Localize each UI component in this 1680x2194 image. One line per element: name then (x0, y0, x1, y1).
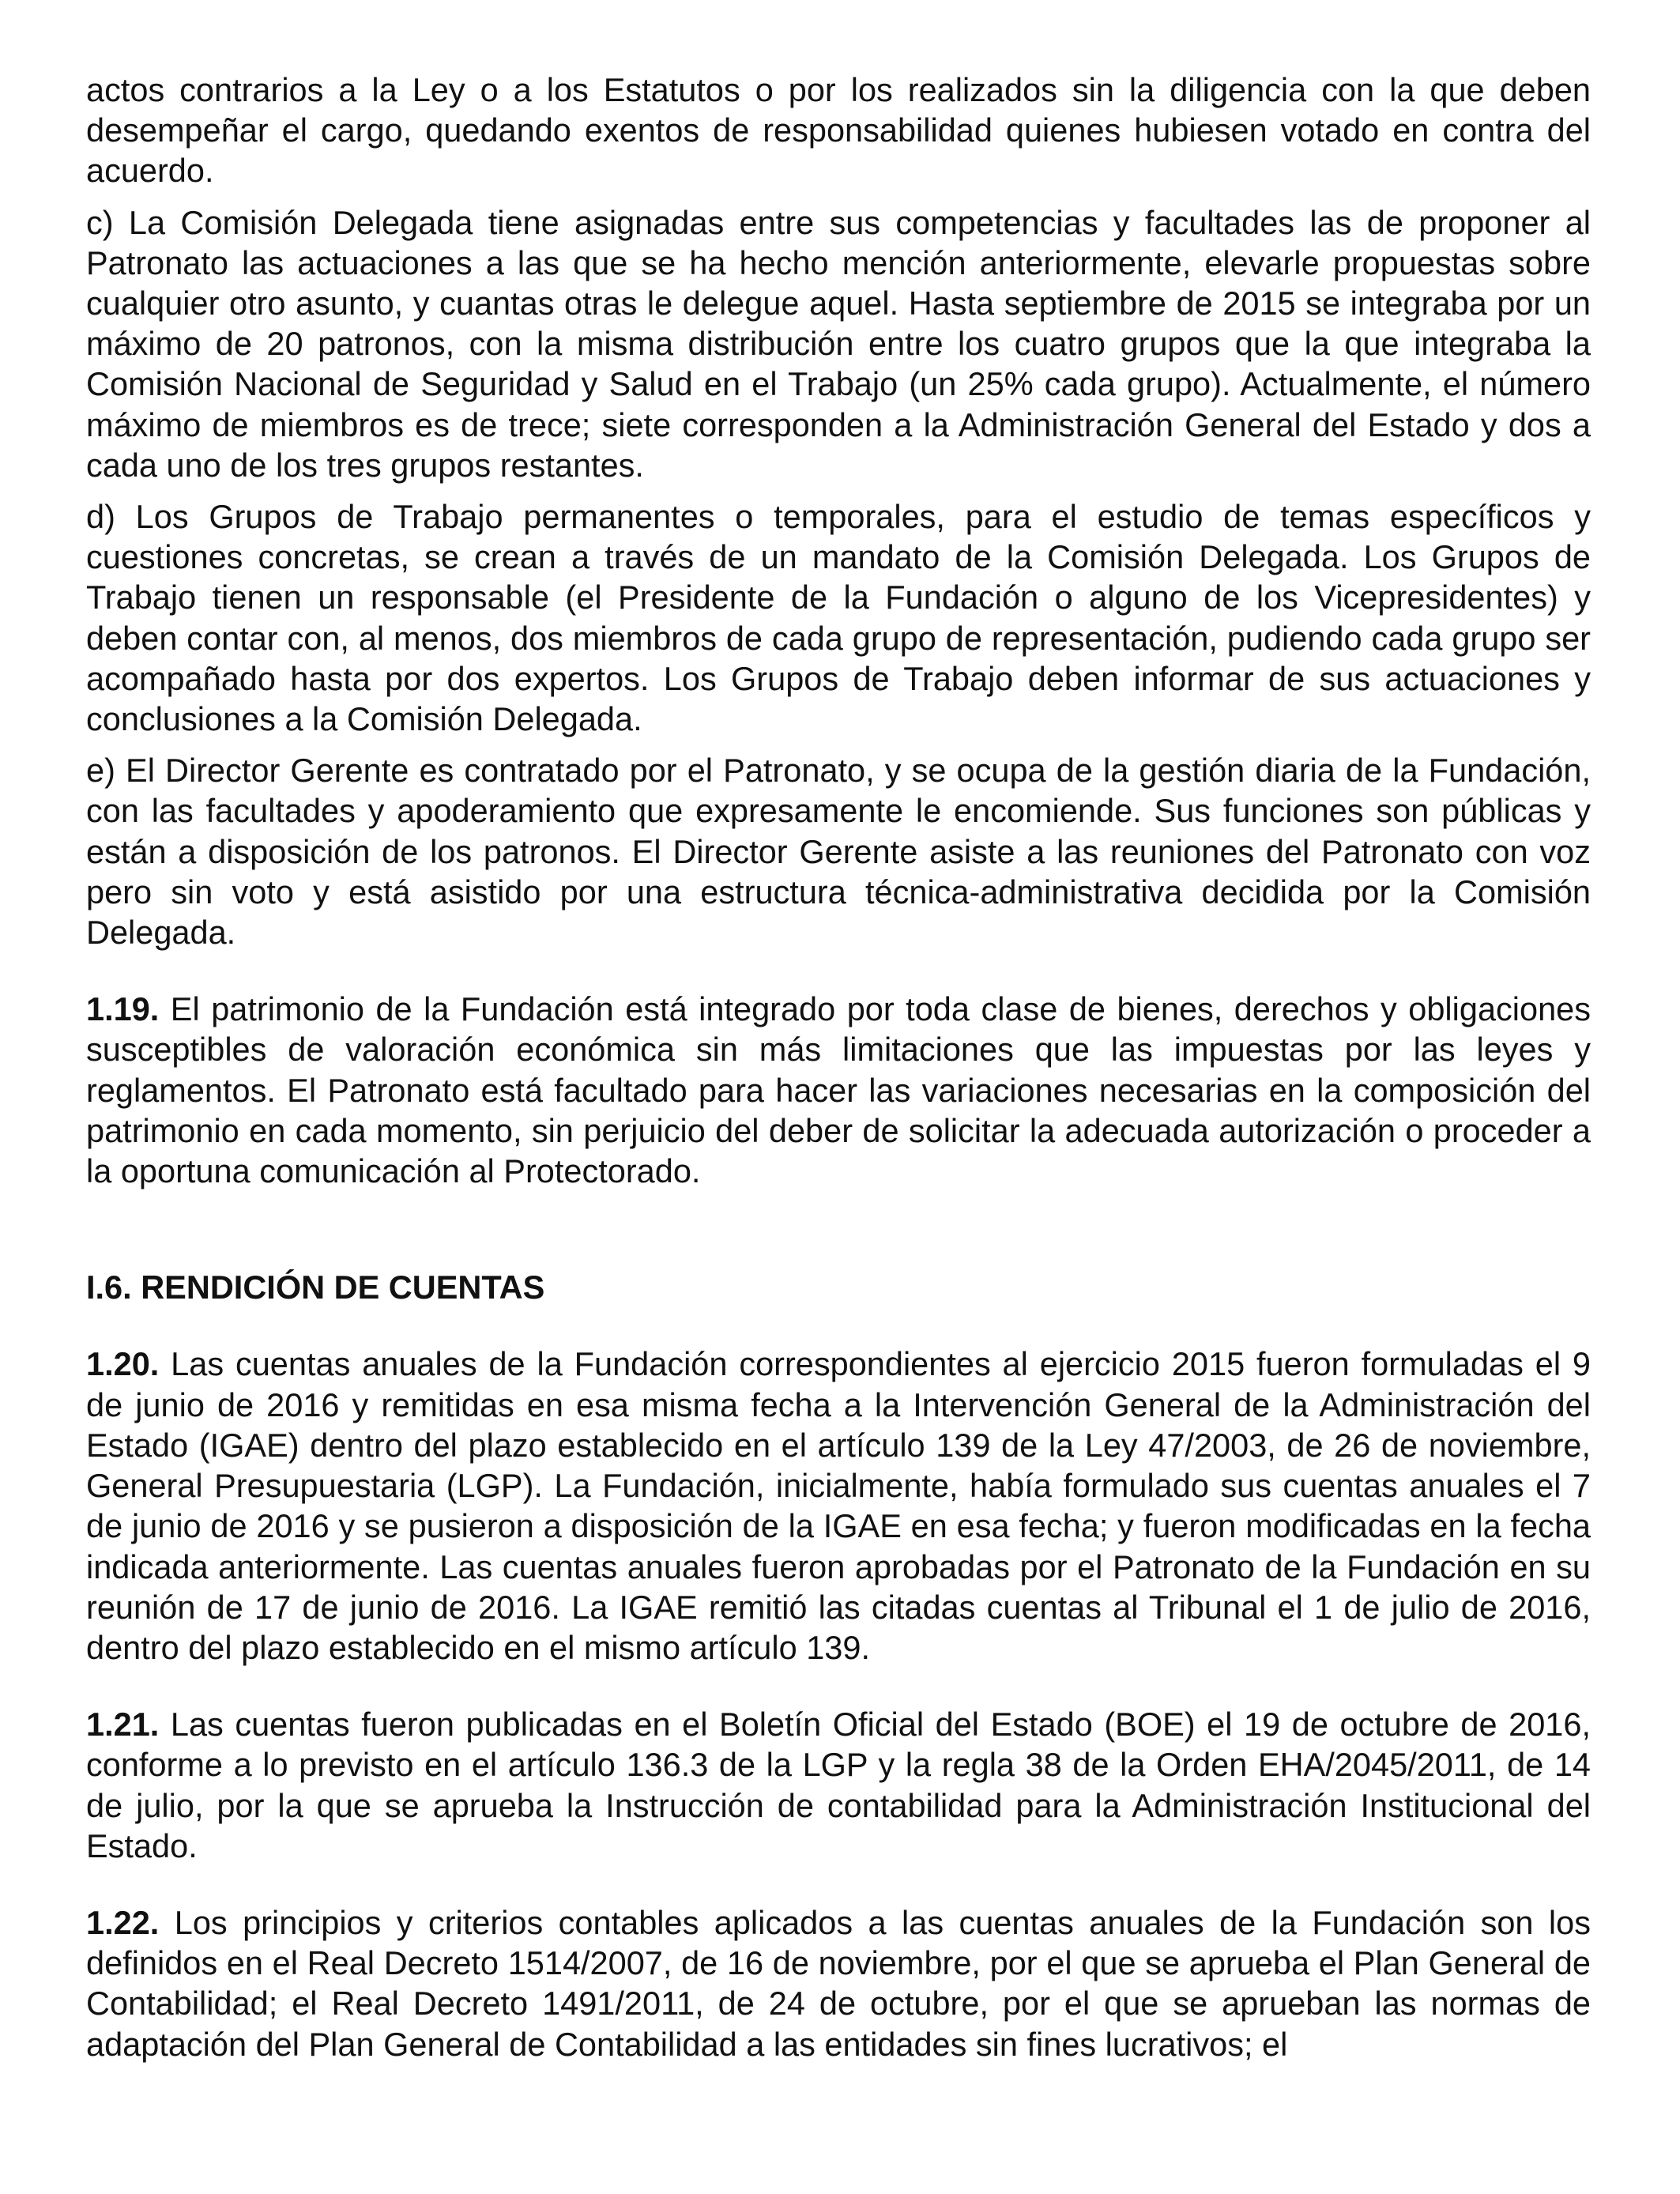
paragraph-number: 1.21. (86, 1706, 160, 1744)
paragraph-intro: actos contrarios a la Ley o a los Estatutos o por los realizados sin la diligencia con la que deben desempeñar el cargo, quedando exentos de responsabilidad quienes hubiesen votado en contra del acuerdo. (86, 71, 1591, 190)
paragraph-1-19 (86, 989, 1591, 1191)
document-page (86, 70, 1591, 2064)
paragraph-text: Los principios y criterios contables aplicados a las cuentas anuales de la Fundación son los definidos en el Real Decreto 1514/2007, de 16 de noviembre, por el que se aprueba el Plan General de Contabilidad; el Real Decreto 1491/2011, de 24 de octubre, por el que se aprueban las normas de adaptación del Plan General de Contabilidad a las entidades sin fines lucrativos; el (86, 1903, 1591, 2063)
paragraph-1-21 (86, 1704, 1591, 1866)
paragraph-text: El patrimonio de la Fundación está integrado por toda clase de bienes, derechos y obligaciones susceptibles de valoración económica sin más limitaciones que las impuestas por las leyes y reglamentos. El Patronato está facultado para hacer las variaciones necesarias en la composición del patrimonio en cada momento, sin perjuicio del deber de solicitar la adecuada autorización o proceder a la oportuna comunicación al Protectorado. (86, 990, 1591, 1190)
paragraph-d: d) Los Grupos de Trabajo permanentes o temporales, para el estudio de temas específicos y cuestiones concretas, se crean a través de un mandato de la Comisión Delegada. Los Grupos de Trabajo tienen un responsable (el Presidente de la Fundación o alguno de los Vicepresidentes) y deben contar con, al menos, dos miembros de cada grupo de representación, pudiendo cada grupo ser acompañado hasta por dos expertos. Los Grupos de Trabajo deben informar de sus actuaciones y conclusiones a la Comisión Delegada. (86, 498, 1591, 738)
paragraph-c: c) La Comisión Delegada tiene asignadas entre sus competencias y facultades las de proponer al Patronato las actuaciones a las que se ha hecho mención anteriormente, elevarle propuestas sobre cualquier otro asunto, y cuantas otras le delegue aquel. Hasta septiembre de 2015 se integraba por un máximo de 20 patronos, con la misma distribución entre los cuatro grupos que la que integraba la Comisión Nacional de Seguridad y Salud en el Trabajo (un 25% cada grupo). Actualmente, el número máximo de miembros es de trece; siete corresponden a la Administración General del Estado y dos a cada uno de los tres grupos restantes. (86, 203, 1591, 484)
paragraph-1-20 (86, 1344, 1591, 1668)
paragraph-number: 1.20. (86, 1345, 160, 1383)
paragraph-text: Las cuentas fueron publicadas en el Boletín Oficial del Estado (BOE) el 19 de octubre de 2016, conforme a lo previsto en el artículo 136.3 de la LGP y la regla 38 de la Orden EHA/2045/2011, de 14 de julio, por la que se aprueba la Instrucción de contabilidad para la Administración Institucional del Estado. (86, 1706, 1591, 1864)
paragraph-text: Las cuentas anuales de la Fundación correspondientes al ejercicio 2015 fueron formuladas el 9 de junio de 2016 y remitidas en esa misma fecha a la Intervención General de la Administración del Estado (IGAE) dentro del plazo establecido en el artículo 139 de la Ley 47/2003, de 26 de noviembre, General Presupuestaria (LGP). La Fundación, inicialmente, había formulado sus cuentas anuales el 7 de junio de 2016 y se pusieron a disposición de la IGAE en esa fecha; y fueron modificadas en la fecha indicada anteriormente. Las cuentas anuales fueron aprobadas por el Patronato de la Fundación en su reunión de 17 de junio de 2016. La IGAE remitió las citadas cuentas al Tribunal el 1 de julio de 2016, dentro del plazo establecido en el mismo artículo 139. (86, 1345, 1591, 1666)
paragraph-e: e) El Director Gerente es contratado por el Patronato, y se ocupa de la gestión diaria de la Fundación, con las facultades y apoderamiento que expresamente le encomiende. Sus funciones son públicas y están a disposición de los patronos. El Director Gerente asiste a las reuniones del Patronato con voz pero sin voto y está asistido por una estructura técnica-administrativa decidida por la Comisión Delegada. (86, 752, 1591, 952)
paragraph-1-22 (86, 1902, 1591, 2064)
paragraph-number: 1.22. (86, 1903, 160, 1941)
paragraph-number: 1.19. (86, 990, 160, 1028)
section-heading: I.6. RENDICIÓN DE CUENTAS (86, 1269, 545, 1306)
